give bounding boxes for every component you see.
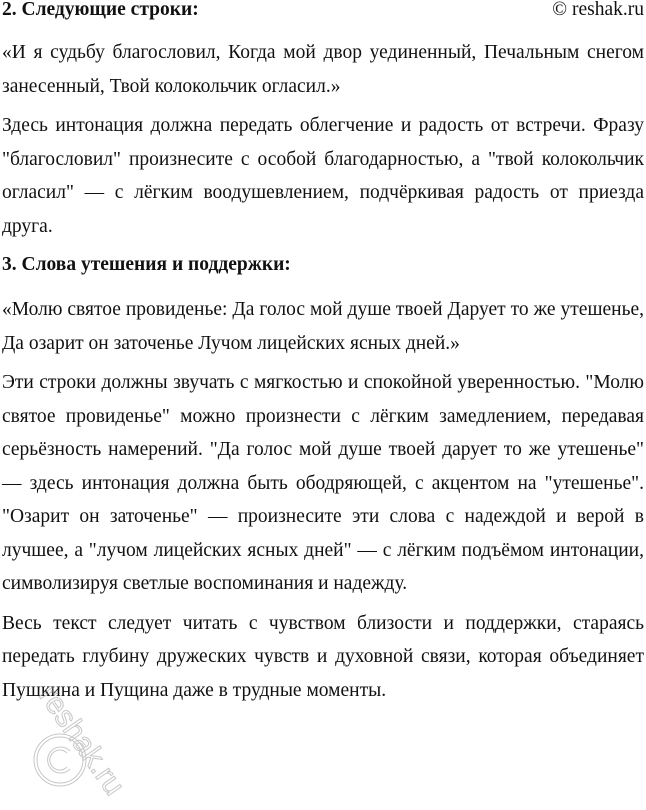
- section-3-commentary: Эти строки должны звучать с мягкостью и спокойной уверенностью. "Молю святое провиденье" можно произнести с лёгким замедлением, передавая серьёзность намерений. "Да голос мой душе твоей дарует то же утешенье" — здесь интонация должна быть ободряющей, с акцентом на "утешенье". "Озарит он заточенье" — произнесите эти слова с надеждой и верой в лучшее, а "лучом лицейских ясных дней" — с лёгким подъёмом интонации, символизируя светлые воспоминания и надежду.: [2, 372, 644, 594]
- copyright-notice: © reshak.ru: [552, 0, 644, 20]
- section-2-header-row: [2, 0, 644, 24]
- section-3-quote: «Молю святое провиденье: Да голос мой душе твоей Дарует то же утешенье, Да озарит он заточенье Лучом лицейских ясных дней.»: [2, 299, 644, 354]
- conclusion-paragraph: Весь текст следует читать с чувством близости и поддержки, стараясь передать глубину дружеских чувств и духовной связи, которая объединяет Пушкина и Пущина даже в трудные моменты.: [2, 612, 644, 701]
- document-page: [2, 0, 644, 707]
- section-3-title: 3. Слова утешения и поддержки:: [2, 254, 291, 275]
- section-3-header-row: [2, 251, 644, 279]
- section-2-commentary: Здесь интонация должна передать облегчение и радость от встречи. Фразу "благословил" произнесите с особой благодарностью, а "твой колокольчик огласил" — с лёгким воодушевлением, подчёркивая радость от приезда друга.: [2, 115, 644, 237]
- section-2-title: 2. Следующие строки:: [2, 0, 199, 20]
- section-2-quote: «И я судьбу благословил, Когда мой двор уединенный, Печальным снегом занесенный, Твой колокольчик огласил.»: [2, 42, 644, 97]
- svg-text:reshak.ru: reshak.ru: [32, 680, 132, 802]
